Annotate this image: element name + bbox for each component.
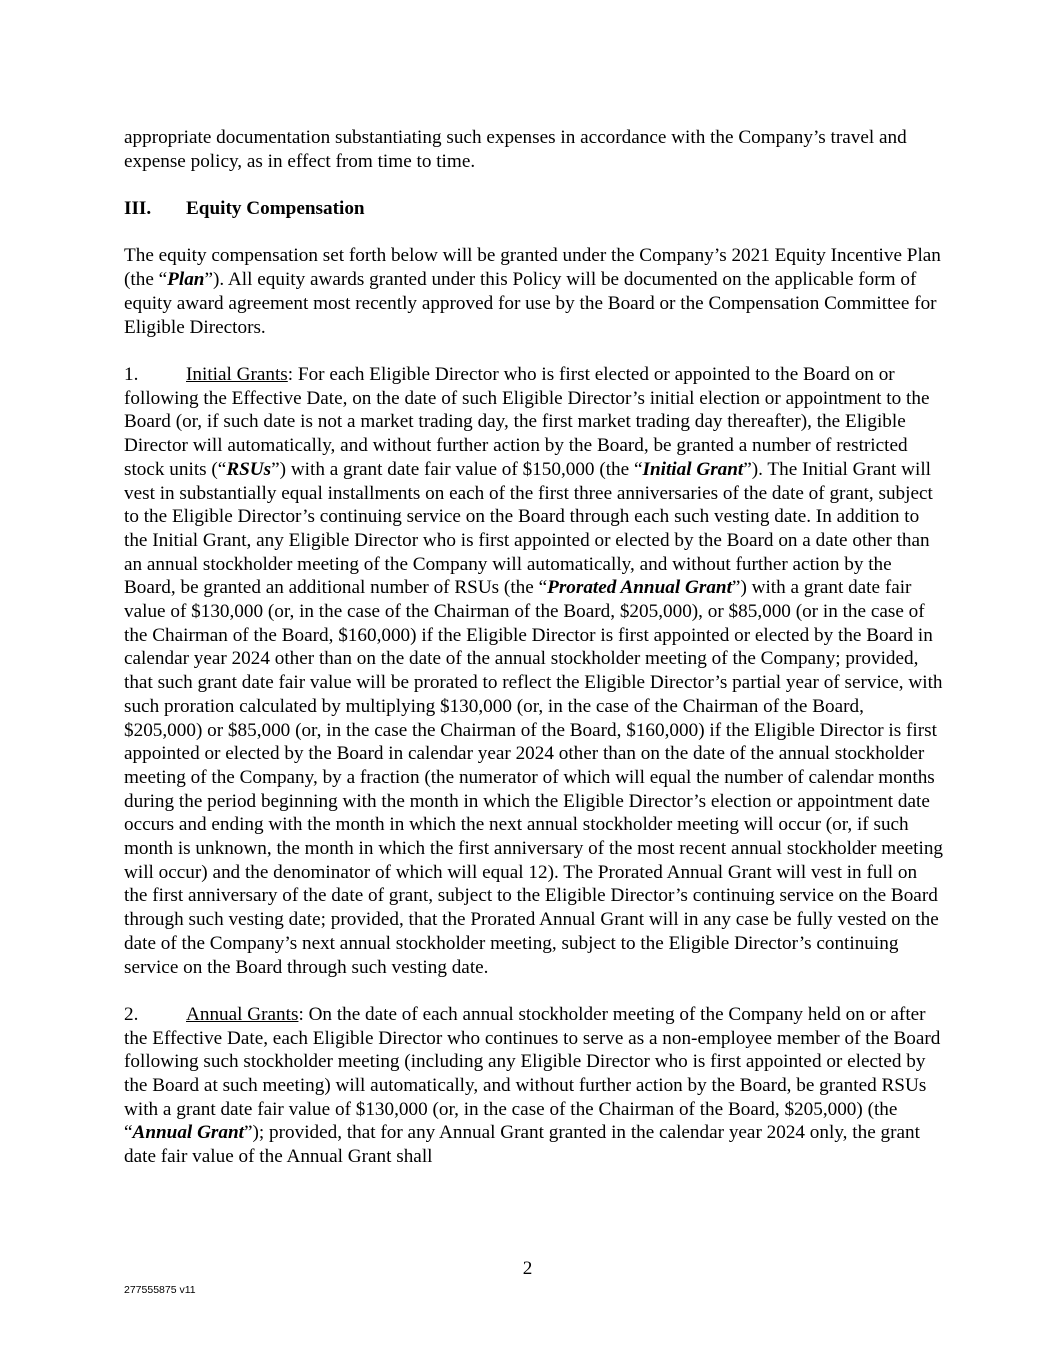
initial-grants-text-2: ”) with a grant date fair value of $150,000 (the “ <box>271 458 643 480</box>
section-title: Equity Compensation <box>186 198 365 220</box>
initial-grants-text-1: : For each Eligible Director who is first elected or appointed to the Board on or following the Effective Date, on the date of such Eligible Director’s initial election or appointment to the Board (or, if such date is not a market trading day, the first market trading day thereafter), the Eligible Director will automatically, and without further action by the Board, be granted a number of restricted stock units (“ <box>124 363 930 480</box>
plan-paragraph <box>124 244 944 339</box>
plan-text-1: The equity compensation set forth below will be granted under the Company’s 2021 Equity Incentive Plan (the “ <box>124 245 941 291</box>
defined-term-rsus: RSUs <box>226 458 272 480</box>
initial-grants-paragraph <box>124 363 944 979</box>
plan-text-2: ”). All equity awards granted under this Policy will be documented on the applicable form of equity award agreement most recently approved for use by the Board or the Compensation Committee for Eligible Directors. <box>124 269 937 338</box>
annual-grants-text-1: : On the date of each annual stockholder meeting of the Company held on or after the Effective Date, each Eligible Director who continues to serve as a non-employee member of the Board following such stockholder meeting (including any Eligible Director who is first appointed or elected by the Board at such meeting) will automatically, and without further action by the Board, be granted RSUs with a grant date fair value of $130,000 (or, in the case of the Chairman of the Board, $205,000) (the “ <box>124 1003 941 1144</box>
defined-term-prorated-annual-grant: Prorated Annual Grant <box>547 577 732 599</box>
item-number-1: 1. <box>124 363 139 385</box>
intro-text: appropriate documentation substantiating such expenses in accordance with the Company’s travel and expense policy, as in effect from time to time. <box>124 127 907 172</box>
annual-grants-heading: Annual Grants <box>186 1003 299 1025</box>
initial-grants-text-4: ”) with a grant date fair value of $130,000 (or, in the case of the Chairman of the Board, $205,000), or $85,000 (or in the case of the Chairman of the Board, $160,000) if the Eligible Director is first appointed or elected by the Board in calendar year 2024 other than on the date of the annual stockholder meeting of the Company; provided, that such grant date fair value will be prorated to reflect the Eligible Director’s partial year of service, with such proration calculated by multiplying $130,000 (or, in the case of the Chairman of the Board, $205,000) or $85,000 (or, in the case the Chairman of the Board, $160,000) if the Eligible Director is first appointed or elected by the Board in calendar year 2024 other than on the date of the annual stockholder meeting of the Company, by a fraction (the numerator of which will equal the number of calendar months during the period beginning with the month in which the Eligible Director’s election or appointment date occurs and ending with the month in which the next annual stockholder meeting will occur (or, if such month is unknown, the month in which the first anniversary of the most recent annual stockholder meeting will occur) and the denominator of which will equal 12). The Prorated Annual Grant will vest in full on the first anniversary of the date of grant, subject to the Eligible Director’s continuing service on the Board through such vesting date; provided, that the Prorated Annual Grant will in any case be fully vested on the date of the Company’s next annual stockholder meeting, subject to the Eligible Director’s continuing service on the Board through such vesting date. <box>124 577 944 978</box>
document-id: 277555875 v11 <box>124 1284 196 1296</box>
section-number: III. <box>124 198 152 220</box>
item-number-2: 2. <box>124 1003 139 1025</box>
annual-grants-text-2: ”); provided, that for any Annual Grant granted in the calendar year 2024 only, the grant date fair value of the Annual Grant shall <box>124 1122 920 1168</box>
defined-term-plan: Plan <box>167 269 205 291</box>
section-heading <box>124 197 944 221</box>
document-body <box>124 126 944 1169</box>
page-number: 2 <box>522 1258 533 1279</box>
initial-grants-text-3: ”). The Initial Grant will vest in substantially equal installments on each of the first three anniversaries of the date of grant, subject to the Eligible Director’s continuing service on the Board through each such vesting date. In addition to the Initial Grant, any Eligible Director who is first appointed or elected by the Board on a date other than an annual stockholder meeting of the Company will automatically, and without further action by the Board, be granted an additional number of RSUs (the “ <box>124 458 933 599</box>
defined-term-initial-grant: Initial Grant <box>642 458 744 480</box>
annual-grants-paragraph <box>124 1003 944 1169</box>
intro-paragraph <box>124 126 944 173</box>
defined-term-annual-grant: Annual Grant <box>132 1122 244 1144</box>
initial-grants-heading: Initial Grants <box>186 363 288 385</box>
